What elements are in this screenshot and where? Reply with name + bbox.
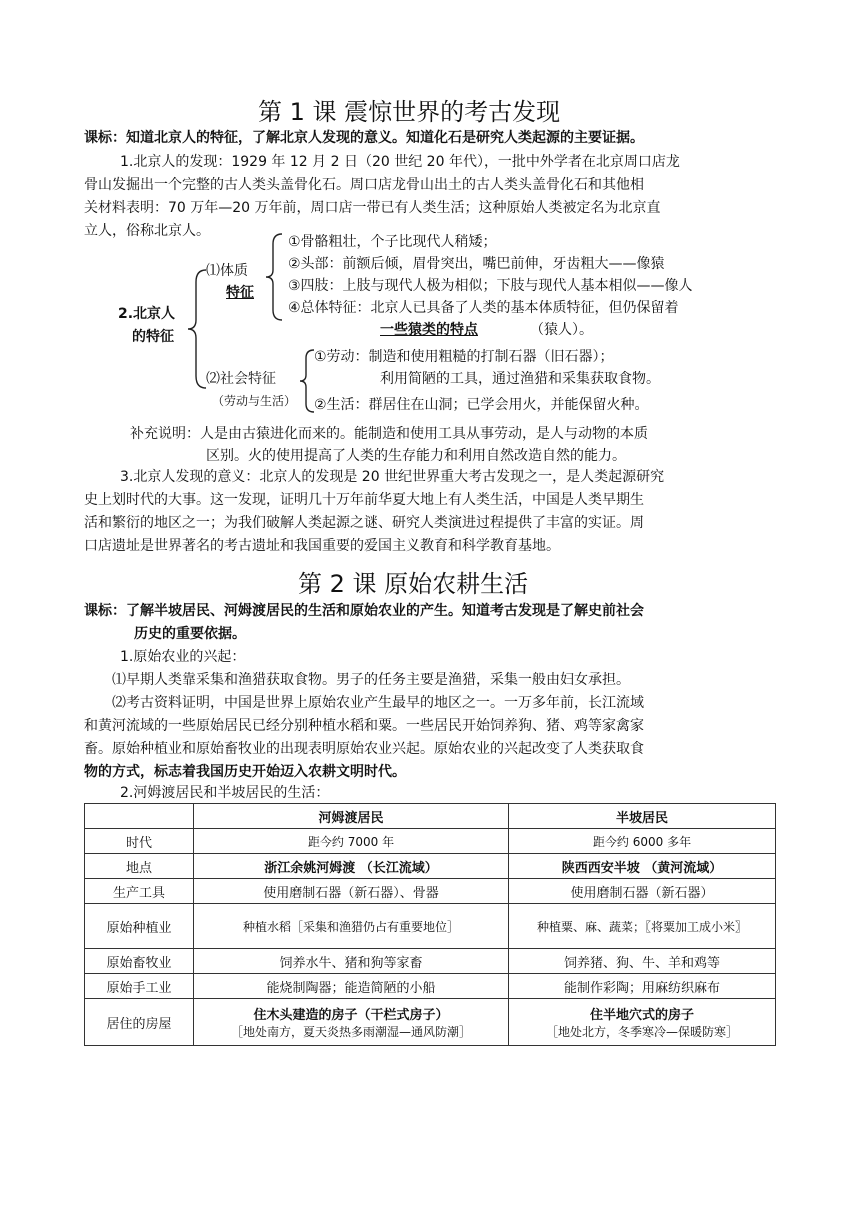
comparison-table [84, 803, 776, 1046]
lesson1-title: 第 1 课 震惊世界的考古发现 [258, 98, 561, 126]
table-cell: 距今约 7000 年 [194, 829, 509, 854]
social-item-life: ②生活：群居住在山洞；已学会用火，并能保留火种。 [314, 397, 649, 413]
table-cell: 使用磨制石器（新石器）、骨器 [194, 879, 509, 904]
features-brace [186, 268, 208, 390]
table-cell: 原始手工业 [85, 974, 194, 999]
agri-rise-heading: 1.原始农业的兴起： [120, 649, 246, 665]
features-root-1: 2.北京人 [118, 306, 176, 322]
social-features-label: ⑵社会特征 [206, 371, 276, 387]
social-item-labor: ①劳动：制造和使用粗糙的打制石器（旧石器）； [314, 349, 614, 365]
table-cell: 使用磨制石器（新石器） [509, 879, 776, 904]
significance-line-1: 3.北京人发现的意义：北京人的发现是 20 世纪世界重大考古发现之一，是人类起源研究 [120, 469, 665, 485]
house-text: 住木头建造的房子（干栏式房子） [253, 1008, 449, 1023]
table-row [85, 879, 776, 904]
table-row [85, 974, 776, 999]
agri-rise-item-2-line-2: 和黄河流域的一些原始居民已经分别种植水稻和粟。一些居民开始饲养狗、猪、鸡等家禽家 [84, 718, 644, 734]
comparison-heading: 2.河姆渡居民和半坡居民的生活： [120, 785, 330, 801]
lesson2-standard-1: 课标：了解半坡居民、河姆渡居民的生活和原始农业的产生。知道考古发现是了解史前社会 [84, 603, 644, 619]
table-header-cell [85, 804, 194, 829]
table-cell-house-hemudu [194, 999, 509, 1046]
table-cell: 居住的房屋 [85, 999, 194, 1046]
table-header-cell: 河姆渡居民 [194, 804, 509, 829]
table-header-cell: 半坡居民 [509, 804, 776, 829]
table-row [85, 854, 776, 879]
agri-rise-item-1: ⑴早期人类靠采集和渔猎获取食物。男子的任务主要是渔猎，采集一般由妇女承担。 [112, 672, 630, 688]
table-cell: 原始种植业 [85, 904, 194, 949]
discovery-line-2: 骨山发掘出一个完整的古人类头盖骨化石。周口店龙骨山出土的古人类头盖骨化石和其他相 [84, 177, 644, 193]
features-root-2: 的特征 [132, 329, 174, 345]
table-cell: 种植水稻［采集和渔猎仍占有重要地位］ [194, 904, 509, 949]
significance-line-4: 口店遗址是世界著名的考古遗址和我国重要的爱国主义教育和科学教育基地。 [84, 538, 560, 554]
table-cell: 饲养水牛、猪和狗等家畜 [194, 949, 509, 974]
table-row [85, 999, 776, 1046]
table-cell: 距今约 6000 多年 [509, 829, 776, 854]
table-row [85, 949, 776, 974]
body-item-2: ②头部：前额后倾，眉骨突出，嘴巴前伸，牙齿粗大——像猿 [288, 256, 665, 272]
lesson2-standard-2: 历史的重要依据。 [134, 626, 246, 642]
house-text: 住半地穴式的房子 [589, 1008, 694, 1023]
table-cell: 饲养猪、狗、牛、羊和鸡等 [509, 949, 776, 974]
table-cell: 时代 [85, 829, 194, 854]
body-item-1: ①骨骼粗壮，个子比现代人稍矮； [288, 234, 497, 250]
discovery-line-3: 关材料表明：70 万年—20 万年前，周口店一带已有人类生活；这种原始人类被定名为北京直 [84, 200, 661, 216]
table-cell-house-banpo [509, 999, 776, 1046]
lesson2-title: 第 2 课 原始农耕生活 [298, 570, 529, 598]
supplement-line-2: 区别。火的使用提高了人类的生存能力和利用自然改造自然的能力。 [206, 448, 626, 464]
body-item-4: ④总体特征：北京人已具备了人类的基本体质特征，但仍保留着 [288, 300, 679, 316]
significance-line-3: 活和繁衍的地区之一；为我们破解人类起源之谜、研究人类演进过程提供了丰富的实证。周 [84, 515, 644, 531]
agri-rise-item-2-line-4: 物的方式，标志着我国历史开始迈入农耕文明时代。 [84, 764, 406, 780]
table-cell: 能烧制陶器；能造简陋的小船 [194, 974, 509, 999]
body-item-4-cont: 一些猿类的特点 [380, 322, 478, 338]
body-features-label-1: ⑴体质 [206, 263, 248, 279]
table-cell: 能制作彩陶；用麻纺织麻布 [509, 974, 776, 999]
lesson1-standard: 课标：知道北京人的特征，了解北京人发现的意义。知道化石是研究人类起源的主要证据。 [84, 130, 644, 146]
social-features-sub: （劳动与生活） [212, 394, 297, 408]
table-cell: 种植粟、麻、蔬菜；〖将粟加工成小米〗 [509, 904, 776, 949]
table-cell: 陕西西安半坡 （黄河流域） [509, 854, 776, 879]
discovery-line-4: 立人，俗称北京人。 [84, 223, 210, 239]
significance-line-2: 史上划时代的大事。这一发现，证明几十万年前华夏大地上有人类生活，中国是人类早期生 [84, 492, 644, 508]
discovery-line-1: 1.北京人的发现：1929 年 12 月 2 日（20 世纪 20 年代），一批中外学者在北京周口店龙 [120, 154, 680, 170]
body-item-3: ③四肢：上肢与现代人极为相似；下肢与现代人基本相似——像人 [288, 278, 693, 294]
table-row [85, 829, 776, 854]
house-note: ［地处北方，冬季寒冷—保暖防寒］ [545, 1025, 738, 1039]
table-cell: 地点 [85, 854, 194, 879]
agri-rise-item-2-line-1: ⑵考古资料证明，中国是世界上原始农业产生最早的地区之一。一万多年前，长江流域 [112, 695, 644, 711]
table-cell: 生产工具 [85, 879, 194, 904]
table-header-row [85, 804, 776, 829]
body-item-4-note: （猿人）。 [530, 322, 593, 338]
table-cell: 原始畜牧业 [85, 949, 194, 974]
social-item-labor-2: 利用简陋的工具，通过渔猎和采集获取食物。 [380, 371, 660, 387]
body-features-label-2: 特征 [226, 285, 254, 301]
table-cell: 浙江余姚河姆渡 （长江流域） [194, 854, 509, 879]
table-row [85, 904, 776, 949]
house-note: ［地处南方，夏天炎热多雨潮湿—通风防潮］ [230, 1025, 471, 1039]
body-brace [264, 232, 284, 322]
agri-rise-item-2-line-3: 畜。原始种植业和原始畜牧业的出现表明原始农业兴起。原始农业的兴起改变了人类获取食 [84, 741, 644, 757]
supplement-line-1: 补充说明：人是由古猿进化而来的。能制造和使用工具从事劳动，是人与动物的本质 [130, 426, 648, 442]
